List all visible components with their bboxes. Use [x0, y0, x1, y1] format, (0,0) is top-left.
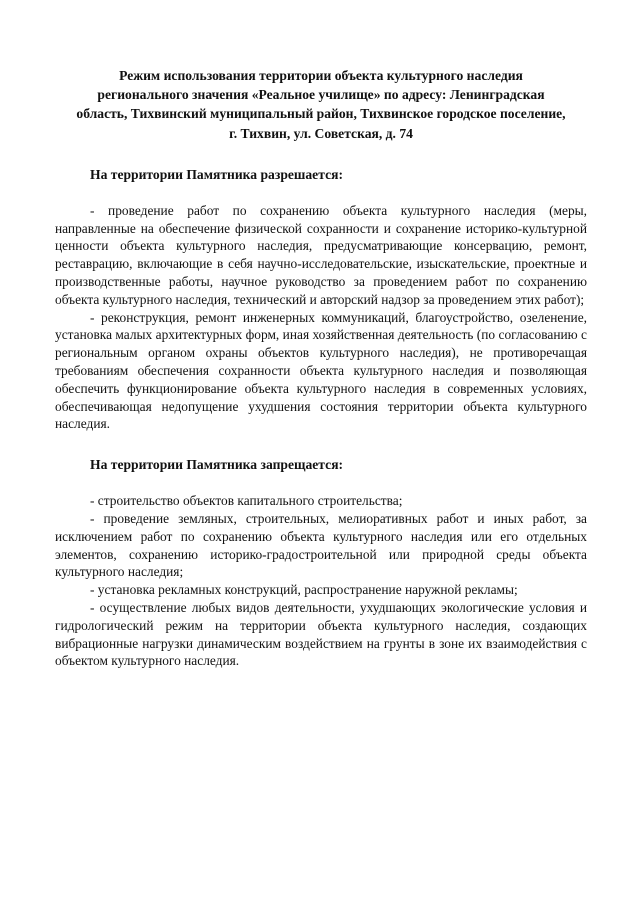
prohibited-item: - проведение земляных, строительных, мелиоративных работ и иных работ, за исключением работ по сохранению объекта культурного наследия или его отдельных элементов, сохранению историко-градостроительной или природной среды объекта культурного наследия; — [55, 510, 587, 580]
title-line: г. Тихвин, ул. Советская, д. 74 — [229, 125, 413, 141]
allowed-list — [55, 202, 587, 433]
prohibited-item: - строительство объектов капитального строительства; — [90, 493, 403, 509]
prohibited-item: - осуществление любых видов деятельности, ухудшающих экологические условия и гидрологический режим на территории объекта культурного наследия, создающих вибрационные нагрузки динамическим воздействием на грунты в зоне их взаимодействия с объектом культурного наследия. — [55, 599, 587, 669]
title-line: регионального значения «Реальное училище» по адресу: Ленинградская — [97, 87, 545, 103]
allowed-heading: На территории Памятника разрешается: — [90, 166, 343, 182]
allowed-item: - реконструкция, ремонт инженерных коммуникаций, благоустройство, озеленение, установка малых архитектурных форм, иная хозяйственная деятельность (по согласованию с региональным органом охраны объектов культурного наследия), не противоречащая требованиям обеспечения сохранности объекта культурного наследия и позволяющая обеспечить функционирование объекта культурного наследия в современных условиях, обеспечивающая недопущение ухудшения состояния территории объекта культурного наследия. — [55, 309, 587, 432]
prohibited-heading: На территории Памятника запрещается: — [90, 457, 344, 473]
title-line: Режим использования территории объекта культурного наследия — [119, 68, 523, 83]
title-line: область, Тихвинский муниципальный район, Тихвинское городское поселение, — [76, 106, 566, 122]
allowed-item: - проведение работ по сохранению объекта культурного наследия (меры, направленные на обеспечение физической сохранности и сохранение историко-культурной ценности объекта культурного наследия, предусматривающие консервацию, ремонт, реставрацию, включающие в себя научно-исследовательские, изыскательские, проектные и производственные работы, научное руководство за проведением работ по сохранению объекта культурного наследия, технический и авторский надзор за проведением этих работ); — [55, 202, 587, 307]
prohibited-item: - установка рекламных конструкций, распространение наружной рекламы; — [90, 582, 518, 598]
prohibited-list — [55, 492, 587, 670]
document-title — [55, 66, 587, 143]
document-page — [55, 66, 587, 670]
